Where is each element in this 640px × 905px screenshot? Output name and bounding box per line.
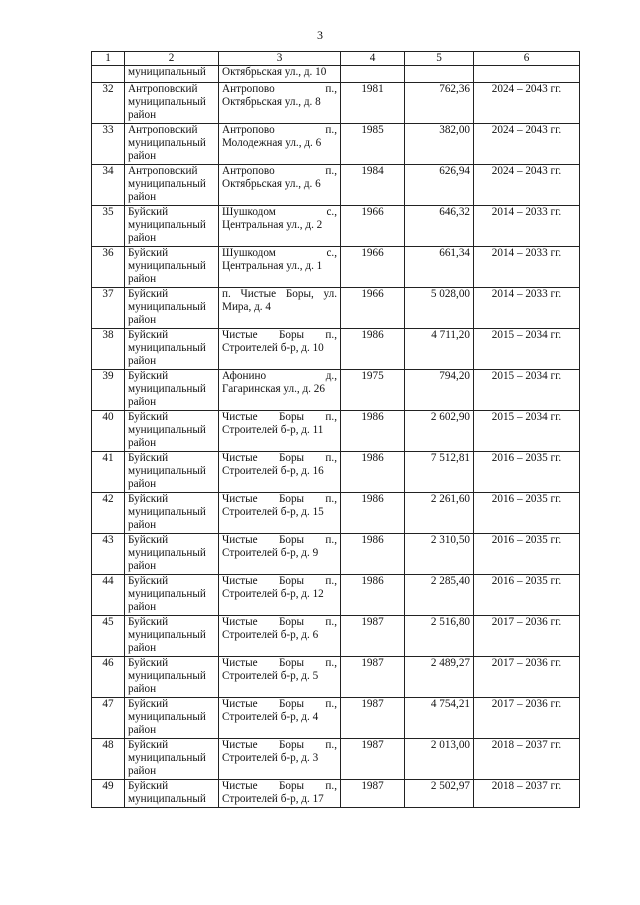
table-row [92, 206, 580, 247]
row-year: 1987 [341, 698, 405, 739]
row-address-line: Чистые Боры п., [222, 534, 337, 546]
row-district-line: Антроповский [128, 83, 198, 95]
row-period: 2016 – 2035 гг. [474, 493, 580, 534]
row-district-line: район [128, 478, 157, 491]
row-district-line: район [128, 232, 157, 245]
row-period: 2018 – 2037 гг. [474, 739, 580, 780]
row-district-line: муниципальный [128, 178, 206, 191]
row-address-line: Строителей б-р, д. 10 [222, 342, 324, 355]
row-area [405, 66, 474, 83]
row-district-line: муниципальный [128, 66, 206, 78]
row-address-line: Строителей б-р, д. 17 [222, 793, 324, 806]
row-district [125, 452, 219, 493]
row-district [125, 370, 219, 411]
row-district [125, 66, 219, 83]
row-address-line: Мира, д. 4 [222, 301, 271, 314]
table-row [92, 83, 580, 124]
column-header-address: 3 [219, 52, 341, 66]
table-row [92, 698, 580, 739]
row-address [219, 247, 341, 288]
row-number: 46 [92, 657, 125, 698]
row-period: 2015 – 2034 гг. [474, 411, 580, 452]
row-address-line: Чистые Боры п., [222, 452, 337, 464]
row-address-line: Чистые Боры п., [222, 575, 337, 587]
row-year: 1981 [341, 83, 405, 124]
row-district [125, 575, 219, 616]
housing-registry-table [91, 51, 580, 808]
table-row [92, 370, 580, 411]
row-address-line: Строителей б-р, д. 15 [222, 506, 324, 519]
row-year: 1987 [341, 739, 405, 780]
row-address-line: Строителей б-р, д. 9 [222, 547, 319, 560]
row-district-line: район [128, 765, 157, 778]
row-address-line: Шушкодом с., [222, 247, 337, 259]
row-district-line: муниципальный [128, 301, 206, 314]
row-district [125, 780, 219, 808]
row-district-line: Буйский [128, 247, 169, 259]
column-header-number: 1 [92, 52, 125, 66]
row-address-line: Строителей б-р, д. 16 [222, 465, 324, 478]
row-district-line: муниципальный [128, 137, 206, 150]
row-district-line: муниципальный [128, 424, 206, 437]
row-address-line: Гагаринская ул., д. 26 [222, 383, 325, 396]
table-row [92, 411, 580, 452]
row-period: 2017 – 2036 гг. [474, 616, 580, 657]
row-address-line: Центральная ул., д. 2 [222, 219, 323, 232]
table-row [92, 657, 580, 698]
row-address-line: Афонино д., [222, 370, 337, 382]
row-district-line: Буйский [128, 780, 169, 792]
page-number: 3 [317, 28, 323, 42]
row-address [219, 739, 341, 780]
table-header [92, 52, 580, 66]
row-address-line: Строителей б-р, д. 3 [222, 752, 319, 765]
row-number [92, 66, 125, 83]
row-district-line: муниципальный [128, 506, 206, 519]
row-address [219, 534, 341, 575]
row-address-line: Центральная ул., д. 1 [222, 260, 323, 273]
column-header-area: 5 [405, 52, 474, 66]
row-address-line: Чистые Боры п., [222, 411, 337, 423]
row-address-line: Чистые Боры п., [222, 616, 337, 628]
row-district [125, 411, 219, 452]
row-period: 2014 – 2033 гг. [474, 206, 580, 247]
row-area: 2 502,97 [405, 780, 474, 808]
row-number: 34 [92, 165, 125, 206]
row-year: 1986 [341, 411, 405, 452]
table-row [92, 329, 580, 370]
row-district-line: Буйский [128, 370, 169, 382]
row-address-line: Строителей б-р, д. 5 [222, 670, 319, 683]
row-district [125, 698, 219, 739]
row-district-line: район [128, 191, 157, 204]
row-area: 646,32 [405, 206, 474, 247]
row-district [125, 165, 219, 206]
row-address [219, 780, 341, 808]
row-address-line: Молодежная ул., д. 6 [222, 137, 322, 150]
row-area: 2 602,90 [405, 411, 474, 452]
table-body [92, 66, 580, 808]
row-address-line: Чистые Боры п., [222, 739, 337, 751]
table-row [92, 452, 580, 493]
row-district-line: район [128, 683, 157, 696]
row-district [125, 329, 219, 370]
row-district-line: район [128, 519, 157, 532]
row-year: 1987 [341, 780, 405, 808]
row-district-line: Буйский [128, 534, 169, 546]
row-district-line: Антроповский [128, 165, 198, 177]
row-district-line: Буйский [128, 698, 169, 710]
row-number: 42 [92, 493, 125, 534]
row-address-line: Строителей б-р, д. 12 [222, 588, 324, 601]
table-row [92, 780, 580, 808]
row-number: 33 [92, 124, 125, 165]
row-area: 4 711,20 [405, 329, 474, 370]
row-district [125, 493, 219, 534]
row-period: 2016 – 2035 гг. [474, 575, 580, 616]
row-district-line: муниципальный [128, 219, 206, 232]
column-header-period: 6 [474, 52, 580, 66]
row-area: 2 261,60 [405, 493, 474, 534]
row-address [219, 83, 341, 124]
row-area: 7 512,81 [405, 452, 474, 493]
row-address-line: Строителей б-р, д. 6 [222, 629, 319, 642]
row-number: 48 [92, 739, 125, 780]
row-number: 37 [92, 288, 125, 329]
row-address-line: Антропово п., [222, 124, 337, 136]
row-period: 2018 – 2037 гг. [474, 780, 580, 808]
row-area: 5 028,00 [405, 288, 474, 329]
row-number: 40 [92, 411, 125, 452]
row-district-line: район [128, 273, 157, 286]
row-number: 32 [92, 83, 125, 124]
table-row [92, 739, 580, 780]
row-address-line: Чистые Боры п., [222, 698, 337, 710]
row-address [219, 288, 341, 329]
row-number: 38 [92, 329, 125, 370]
row-year: 1987 [341, 657, 405, 698]
row-period: 2024 – 2043 гг. [474, 124, 580, 165]
row-district-line: Буйский [128, 575, 169, 587]
row-period: 2016 – 2035 гг. [474, 534, 580, 575]
row-district-line: Буйский [128, 739, 169, 751]
row-district-line: Буйский [128, 452, 169, 464]
row-area: 794,20 [405, 370, 474, 411]
row-district-line: муниципальный [128, 670, 206, 683]
table-row [92, 575, 580, 616]
row-district-line: Буйский [128, 206, 169, 218]
row-number: 44 [92, 575, 125, 616]
row-year: 1966 [341, 247, 405, 288]
row-address [219, 370, 341, 411]
row-area: 661,34 [405, 247, 474, 288]
row-number: 41 [92, 452, 125, 493]
header-row [92, 52, 580, 66]
row-address-line: Антропово п., [222, 165, 337, 177]
row-district-line: район [128, 150, 157, 163]
row-district-line: муниципальный [128, 547, 206, 560]
row-district-line: район [128, 437, 157, 450]
row-district-line: муниципальный [128, 629, 206, 642]
row-district-line: район [128, 314, 157, 327]
row-number: 36 [92, 247, 125, 288]
row-address [219, 452, 341, 493]
row-address-line: Чистые Боры п., [222, 329, 337, 341]
row-area: 626,94 [405, 165, 474, 206]
row-area: 762,36 [405, 83, 474, 124]
row-district [125, 288, 219, 329]
row-address-line: Октябрьская ул., д. 8 [222, 96, 321, 109]
row-district-line: район [128, 601, 157, 614]
row-district-line: Буйский [128, 411, 169, 423]
row-address [219, 329, 341, 370]
row-area: 4 754,21 [405, 698, 474, 739]
row-district-line: Антроповский [128, 124, 198, 136]
row-district-line: район [128, 396, 157, 409]
row-district [125, 657, 219, 698]
row-area: 2 013,00 [405, 739, 474, 780]
row-period: 2015 – 2034 гг. [474, 370, 580, 411]
table-row-continuation [92, 66, 580, 83]
row-address-line: Строителей б-р, д. 11 [222, 424, 324, 437]
row-year: 1986 [341, 493, 405, 534]
row-area: 382,00 [405, 124, 474, 165]
row-district [125, 124, 219, 165]
row-district-line: район [128, 560, 157, 573]
row-year: 1984 [341, 165, 405, 206]
row-year: 1986 [341, 329, 405, 370]
row-district-line: Буйский [128, 329, 169, 341]
row-district-line: Буйский [128, 288, 169, 300]
row-area: 2 489,27 [405, 657, 474, 698]
row-district-line: муниципальный [128, 383, 206, 396]
row-district [125, 83, 219, 124]
table-row [92, 493, 580, 534]
table-row [92, 616, 580, 657]
row-period: 2017 – 2036 гг. [474, 698, 580, 739]
row-year: 1986 [341, 452, 405, 493]
row-district [125, 534, 219, 575]
row-district-line: муниципальный [128, 342, 206, 355]
row-district-line: муниципальный [128, 588, 206, 601]
row-district [125, 247, 219, 288]
row-address-line: Антропово п., [222, 83, 337, 95]
row-period [474, 66, 580, 83]
row-year: 1966 [341, 206, 405, 247]
row-number: 49 [92, 780, 125, 808]
row-year: 1986 [341, 534, 405, 575]
row-address-line: Чистые Боры п., [222, 493, 337, 505]
row-district-line: Буйский [128, 657, 169, 669]
row-address-line: Строителей б-р, д. 4 [222, 711, 319, 724]
row-district-line: муниципальный [128, 260, 206, 273]
row-year: 1966 [341, 288, 405, 329]
row-district-line: район [128, 724, 157, 737]
row-year [341, 66, 405, 83]
row-area: 2 516,80 [405, 616, 474, 657]
row-address [219, 616, 341, 657]
row-number: 43 [92, 534, 125, 575]
row-address [219, 206, 341, 247]
row-district-line: муниципальный [128, 793, 206, 806]
row-district-line: Буйский [128, 616, 169, 628]
row-address [219, 165, 341, 206]
row-number: 47 [92, 698, 125, 739]
column-header-district: 2 [125, 52, 219, 66]
row-number: 35 [92, 206, 125, 247]
row-address-line: п. Чистые Боры, ул. [222, 288, 337, 300]
row-year: 1987 [341, 616, 405, 657]
table-row [92, 247, 580, 288]
row-address-line: Чистые Боры п., [222, 780, 337, 792]
column-header-year: 4 [341, 52, 405, 66]
row-district-line: муниципальный [128, 96, 206, 109]
row-address-line: Октябрьская ул., д. 6 [222, 178, 321, 191]
row-district-line: муниципальный [128, 711, 206, 724]
row-address [219, 411, 341, 452]
row-address [219, 698, 341, 739]
row-year: 1975 [341, 370, 405, 411]
row-address-line: Чистые Боры п., [222, 657, 337, 669]
row-number: 45 [92, 616, 125, 657]
row-address-line: Шушкодом с., [222, 206, 337, 218]
row-period: 2017 – 2036 гг. [474, 657, 580, 698]
row-district-line: район [128, 642, 157, 655]
row-address [219, 657, 341, 698]
row-period: 2015 – 2034 гг. [474, 329, 580, 370]
row-district [125, 616, 219, 657]
row-period: 2024 – 2043 гг. [474, 83, 580, 124]
row-district-line: Буйский [128, 493, 169, 505]
row-district-line: муниципальный [128, 465, 206, 478]
row-district-line: район [128, 109, 157, 122]
row-district-line: муниципальный [128, 752, 206, 765]
row-year: 1985 [341, 124, 405, 165]
row-period: 2016 – 2035 гг. [474, 452, 580, 493]
row-area: 2 285,40 [405, 575, 474, 616]
row-district [125, 206, 219, 247]
row-period: 2014 – 2033 гг. [474, 288, 580, 329]
row-address [219, 66, 341, 83]
row-district [125, 739, 219, 780]
row-address [219, 124, 341, 165]
row-district-line: район [128, 355, 157, 368]
row-address [219, 493, 341, 534]
row-address [219, 575, 341, 616]
table-row [92, 534, 580, 575]
row-year: 1986 [341, 575, 405, 616]
row-period: 2014 – 2033 гг. [474, 247, 580, 288]
table-row [92, 288, 580, 329]
row-period: 2024 – 2043 гг. [474, 165, 580, 206]
table-row [92, 165, 580, 206]
row-address-line: Октябрьская ул., д. 10 [222, 66, 327, 78]
table-row [92, 124, 580, 165]
row-number: 39 [92, 370, 125, 411]
row-area: 2 310,50 [405, 534, 474, 575]
